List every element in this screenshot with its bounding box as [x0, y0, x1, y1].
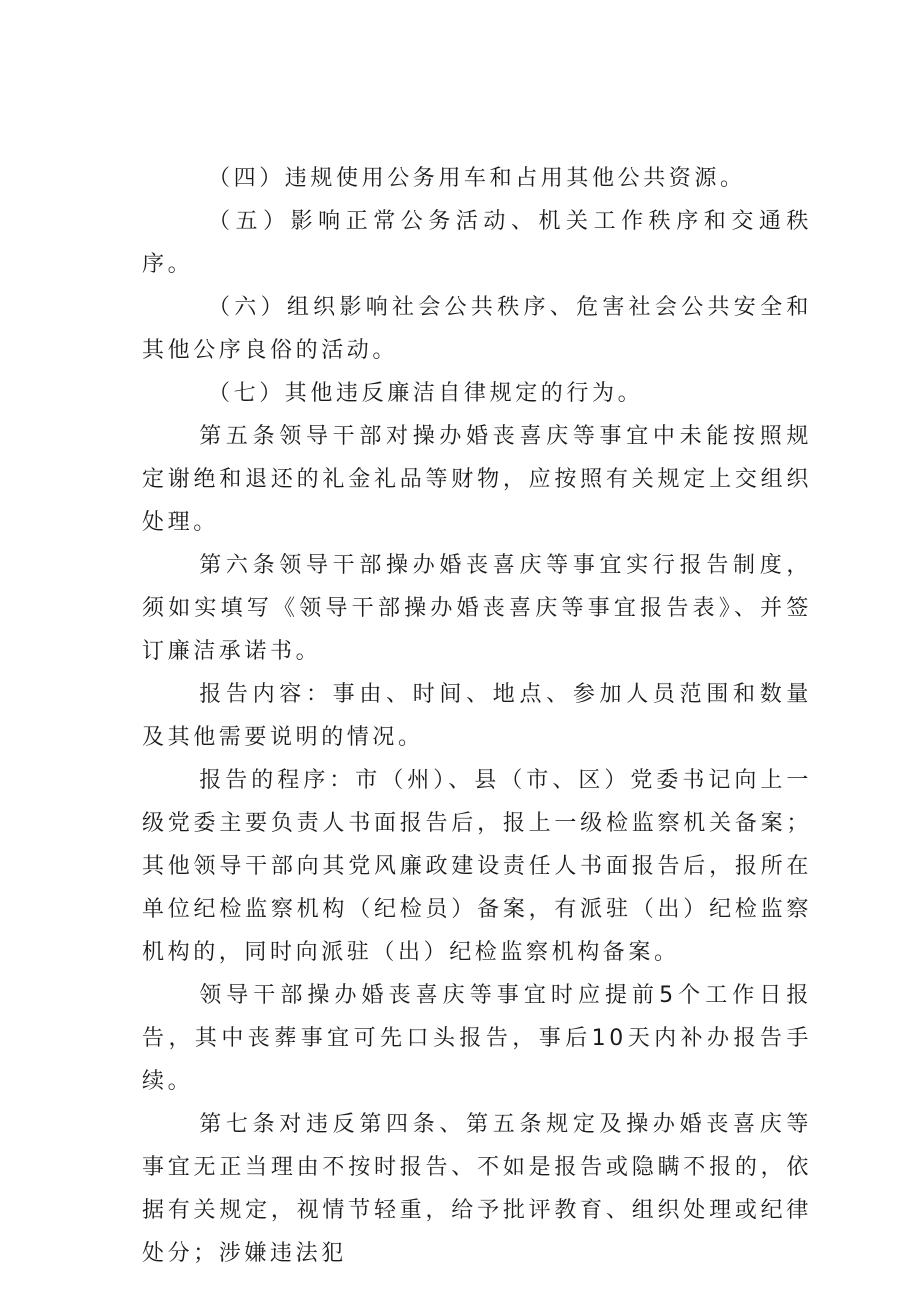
paragraph-item-5: （五）影响正常公务活动、机关工作秩序和交通秩序。 [142, 209, 812, 277]
paragraph-item-6: （六）组织影响社会公共秩序、危害社会公共安全和其他公序良俗的活动。 [142, 295, 812, 363]
paragraph-report-deadline: 领导干部操办婚丧喜庆等事宜时应提前5个工作日报告，其中丧葬事宜可先口头报告，事后10天内补办报告手续。 [142, 983, 812, 1094]
paragraph-article-6: 第六条领导干部操办婚丧喜庆等事宜实行报告制度，须如实填写《领导干部操办婚丧喜庆等事宜报告表》、并签订廉洁承诺书。 [142, 553, 812, 664]
paragraph-article-7: 第七条对违反第四条、第五条规定及操办婚丧喜庆等事宜无正当理由不按时报告、不如是报告或隐瞒不报的，依据有关规定，视情节轻重，给予批评教育、组织处理或纪律处分；涉嫌违法犯 [142, 1112, 812, 1266]
paragraph-article-5: 第五条领导干部对操办婚丧喜庆等事宜中未能按照规定谢绝和退还的礼金礼品等财物，应按照有关规定上交组织处理。 [142, 424, 812, 535]
paragraph-report-content: 报告内容：事由、时间、地点、参加人员范围和数量及其他需要说明的情况。 [142, 682, 812, 750]
paragraph-report-procedure: 报告的程序：市（州）、县（市、区）党委书记向上一级党委主要负责人书面报告后，报上一级检监察机关备案；其他领导干部向其党风廉政建设责任人书面报告后，报所在单位纪检监察机构（纪检员）备案，有派驻（出）纪检监察机构的，同时向派驻（出）纪检监察机构备案。 [142, 768, 812, 965]
paragraph-item-4: （四）违规使用公务用车和占用其他公共资源。 [208, 166, 746, 191]
paragraph-item-7: （七）其他违反廉洁自律规定的行为。 [208, 381, 644, 406]
document-body [142, 157, 812, 1275]
